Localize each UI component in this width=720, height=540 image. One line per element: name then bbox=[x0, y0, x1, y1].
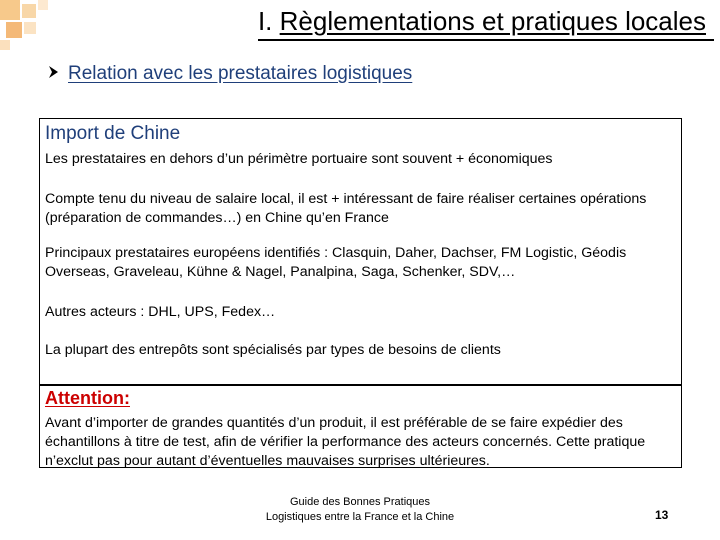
box-divider bbox=[40, 384, 681, 386]
footer-caption bbox=[240, 495, 480, 525]
decor-square bbox=[38, 0, 48, 10]
decor-square bbox=[22, 4, 36, 18]
decor-square bbox=[24, 22, 36, 34]
title-prefix: I. bbox=[257, 6, 273, 36]
paragraph-warehouses: La plupart des entrepôts sont spécialisés par types de besoins de clients bbox=[45, 342, 501, 358]
content-box bbox=[39, 118, 682, 468]
footer-line-2: Logistiques entre la France et la Chine bbox=[265, 511, 455, 523]
paragraph-other-actors: Autres acteurs : DHL, UPS, Fedex… bbox=[45, 304, 276, 320]
attention-text: Avant d’importer de grandes quantités d’un produit, il est préférable de se faire expédier des échantillons à titre de test, afin de vérifier la performance des acteurs concernés. Cette pratique n’exclut pas pour autant d’éventuelles mauvaises surprises ultérieures. bbox=[45, 415, 646, 469]
paragraph-salary: Compte tenu du niveau de salaire local, il est + intéressant de faire réaliser certaines opérations (préparation de commandes…) en Chine qu’en France bbox=[45, 191, 647, 226]
attention-label: Attention: bbox=[45, 388, 130, 408]
decor-square bbox=[0, 0, 20, 20]
page-number: 13 bbox=[655, 508, 669, 522]
decor-square bbox=[0, 40, 10, 50]
title-text: Règlementations et pratiques locales bbox=[279, 6, 706, 36]
page-title bbox=[258, 6, 706, 36]
title-area bbox=[258, 2, 714, 42]
title-underline bbox=[258, 39, 714, 41]
section-subtitle bbox=[46, 63, 412, 85]
footer-line-1: Guide des Bonnes Pratiques bbox=[289, 496, 431, 508]
arrow-bullet-icon bbox=[46, 64, 60, 84]
subtitle-text: Relation avec les prestataires logistiques bbox=[68, 63, 413, 84]
decor-square bbox=[6, 22, 22, 38]
paragraph-providers: Principaux prestataires européens identifiés : Clasquin, Daher, Dachser, FM Logistic, Géodis Overseas, Graveleau, Kühne & Nagel, Panalpina, Saga, Schenker, SDV,… bbox=[45, 245, 627, 280]
import-heading: Import de Chine bbox=[45, 123, 181, 144]
paragraph-cost: Les prestataires en dehors d’un périmètre portuaire sont souvent + économiques bbox=[45, 151, 553, 167]
